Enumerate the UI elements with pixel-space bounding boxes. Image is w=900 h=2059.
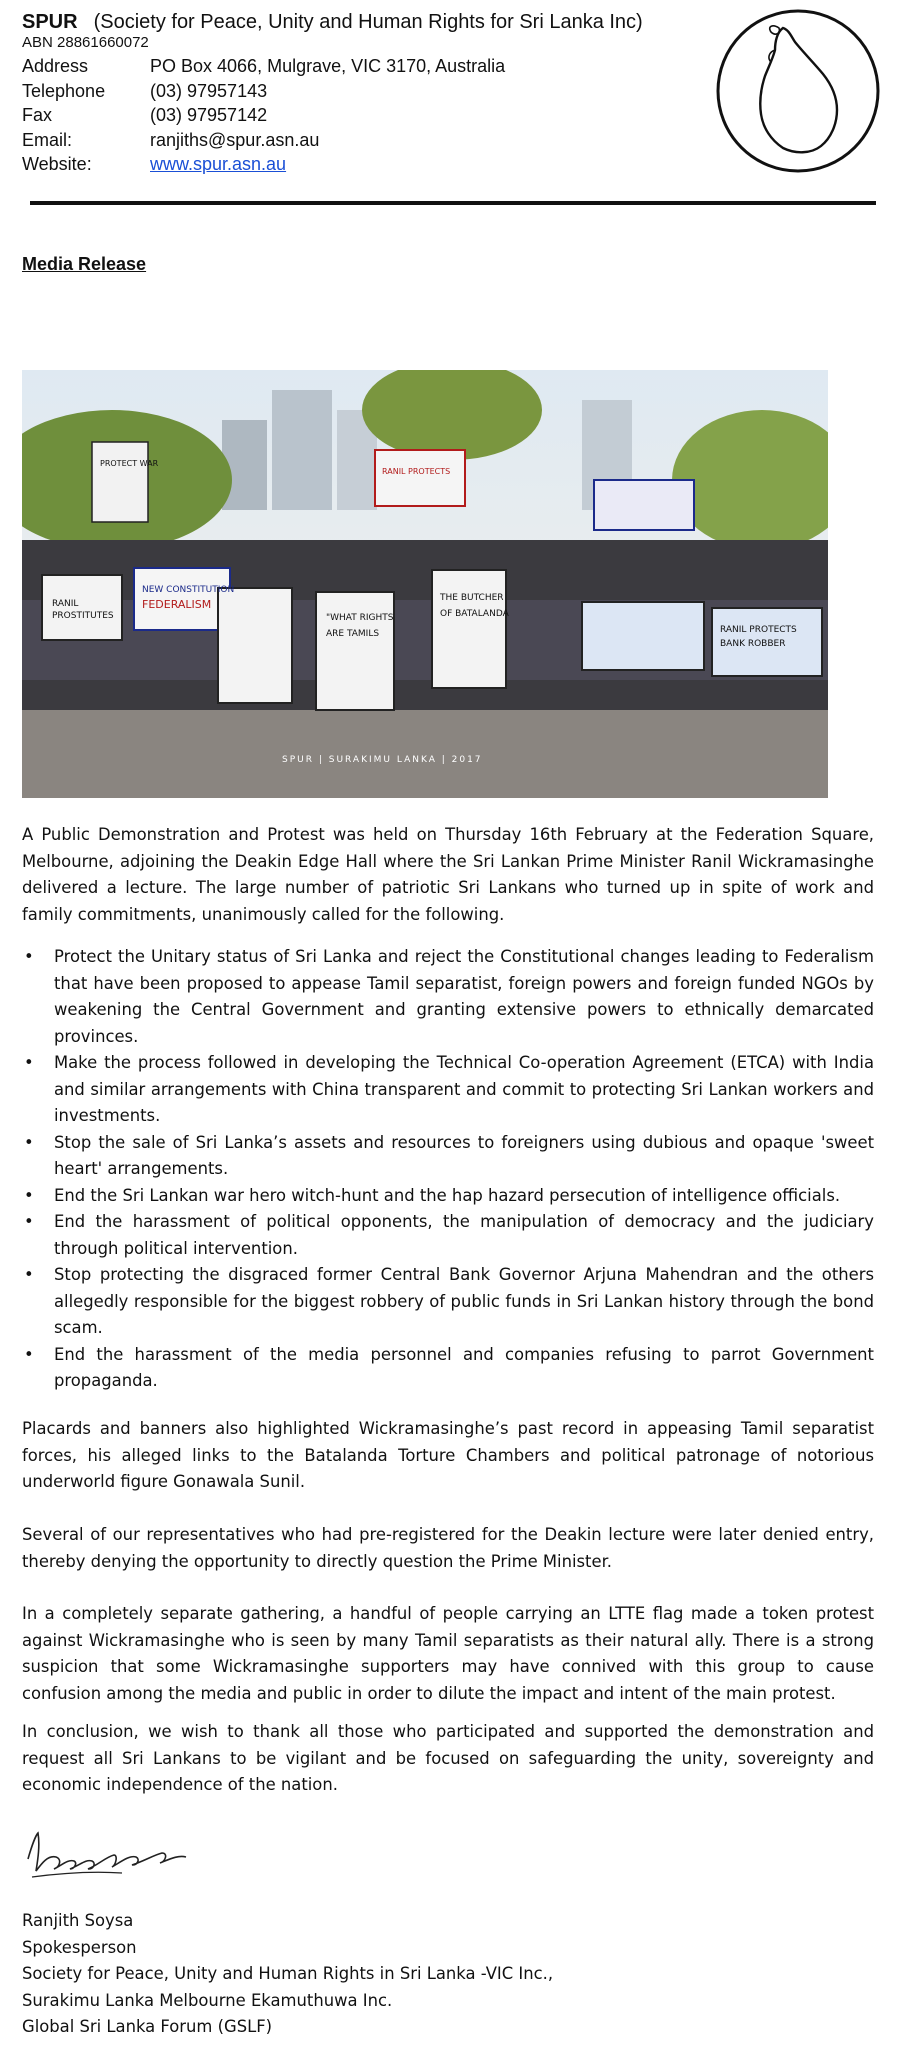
demand-text: Stop protecting the disgraced former Central Bank Governor Arjuna Mahendran and the others allegedly responsible for the biggest robbery of public funds in Sri Lankan history through the bond scam. [54,1265,874,1337]
letterhead [22,10,722,177]
intro-paragraph: A Public Demonstration and Protest was held on Thursday 16th February at the Federation Square, Melbourne, adjoining the Deakin Edge Hall where the Sri Lankan Prime Minister Ranil Wickramasinghe delivered a lecture. The large number of patriotic Sri Lankans who turned up in spite of work and family commitments, unanimously called for the following. [22,825,874,924]
svg-text:NEW CONSTITUTION: NEW CONSTITUTION [142,585,235,595]
signature-block [22,1908,553,2041]
separate-gathering-paragraph: In a completely separate gathering, a handful of people carrying an LTTE flag made a token protest against Wickramasinghe who is seen by many Tamil separatists as their natural ally. There is a strong suspicion that some Wickramasinghe supporters may have connived with this group to cause confusion among the media and public in order to dilute the impact and intent of the main protest. [22,1604,874,1703]
svg-text:PROTECT WAR: PROTECT WAR [100,459,159,468]
svg-text:OF BATALANDA: OF BATALANDA [440,609,509,619]
bullet-marker: • [24,1212,34,1231]
denied-entry-paragraph: Several of our representatives who had pre-registered for the Deakin lecture were later denied entry, thereby denying the opportunity to directly question the Prime Minister. [22,1525,874,1571]
list-item [22,1130,874,1183]
svg-text:SPUR | SURAKIMU LANKA | 2017: SPUR | SURAKIMU LANKA | 2017 [282,755,483,765]
list-item [22,1050,874,1130]
contact-value: PO Box 4066, Mulgrave, VIC 3170, Australia [150,56,506,76]
signatory-name: Ranjith Soysa [22,1911,134,1930]
list-item [22,1209,874,1262]
contact-value: (03) 97957143 [150,80,268,101]
signatory-org: Surakimu Lanka Melbourne Ekamuthuwa Inc. [22,1990,393,2010]
list-item [22,1183,874,1210]
bullet-marker: • [24,1265,34,1284]
signatory-org: Global Sri Lanka Forum (GSLF) [22,2017,273,2036]
header-divider [30,201,876,205]
svg-text:RANIL PROTECTS: RANIL PROTECTS [720,625,797,635]
svg-text:ARE TAMILS: ARE TAMILS [326,629,380,639]
svg-text:PROSTITUTES: PROSTITUTES [52,611,114,621]
list-item [22,1342,874,1395]
svg-text:RANIL PROTECTS: RANIL PROTECTS [382,467,451,476]
bullet-marker: • [24,947,34,966]
contact-value: ranjiths@spur.asn.au [150,129,320,150]
svg-text:"WHAT RIGHTS: "WHAT RIGHTS [326,613,394,623]
placards-paragraph: Placards and banners also highlighted Wickramasinghe’s past record in appeasing Tamil separatist forces, his alleged links to the Bataland​a Torture Chambers and political patronage of notorious underworld figure Gonawala Sunil. [22,1419,874,1491]
signatory-title: Spokesperson [22,1937,137,1957]
svg-text:FEDERALISM: FEDERALISM [142,598,212,611]
signature [22,1825,202,1885]
list-item [22,944,874,1050]
list-item [22,1262,874,1342]
org-abbreviation: SPUR [22,11,78,33]
bullet-marker: • [24,1053,34,1072]
demand-text: Make the process followed in developing the Technical Co-operation Agreement (ETCA) with India and similar arrangements with China transparent and commit to protecting Sri Lankan workers and investments. [54,1053,874,1125]
protest-photo [22,370,828,798]
contact-label: Website: [22,154,92,174]
bullet-marker: • [24,1185,34,1205]
contact-label: Email: [22,129,73,150]
demands-list [22,944,874,1395]
contact-email [22,128,722,153]
demand-text: Stop the sale of Sri Lanka’s assets and resources to foreigners using dubious and opaque 'sweet heart' arrangements. [54,1132,874,1178]
demand-text: End the Sri Lankan war hero witch-hunt and the hap hazard persecution of intelligence officials. [54,1185,841,1205]
demand-text: End the harassment of political opponents, the manipulation of democracy and the judiciary through political intervention. [54,1212,874,1258]
abn-number: ABN 28861660072 [22,34,149,51]
signatory-org: Society for Peace, Unity and Human Rights in Sri Lanka -VIC Inc., [22,1964,554,1983]
demand-text: End the harassment of the media personnel and companies refusing to parrot Government propaganda. [54,1344,874,1390]
demand-text: Protect the Unitary status of Sri Lanka and reject the Constitutional changes leading to Federalism that have been proposed to appease Tamil separatist, foreign powers and foreign funded NGOs by weakening the Central Government and granting extensive powers to ethnically demarcated provinces. [54,947,874,1046]
svg-text:THE BUTCHER: THE BUTCHER [440,593,504,603]
bullet-marker: • [24,1132,34,1152]
sri-lanka-map-logo [713,6,883,176]
website-link[interactable]: www.spur.asn.au [150,154,287,174]
bullet-marker: • [24,1344,34,1364]
svg-text:BANK ROBBER: BANK ROBBER [720,639,786,649]
contact-label: Address [22,56,89,76]
contact-website [22,152,722,177]
contact-value: (03) 97957142 [150,105,268,125]
document-heading: Media Release [22,254,147,274]
contact-telephone [22,79,722,104]
svg-text:RANIL: RANIL [52,599,79,609]
contact-address [22,54,722,79]
conclusion-paragraph: In conclusion, we wish to thank all those who participated and supported the demonstration and request all Sri Lankans to be vigilant and be focused on safeguarding the unity, sovereignty and economic independence of the nation. [22,1722,874,1794]
contact-fax [22,103,722,128]
contact-label: Telephone [22,80,106,101]
contact-label: Fax [22,105,53,125]
org-full-name: (Society for Peace, Unity and Human Rights for Sri Lanka Inc) [93,11,643,33]
org-title [22,10,722,34]
